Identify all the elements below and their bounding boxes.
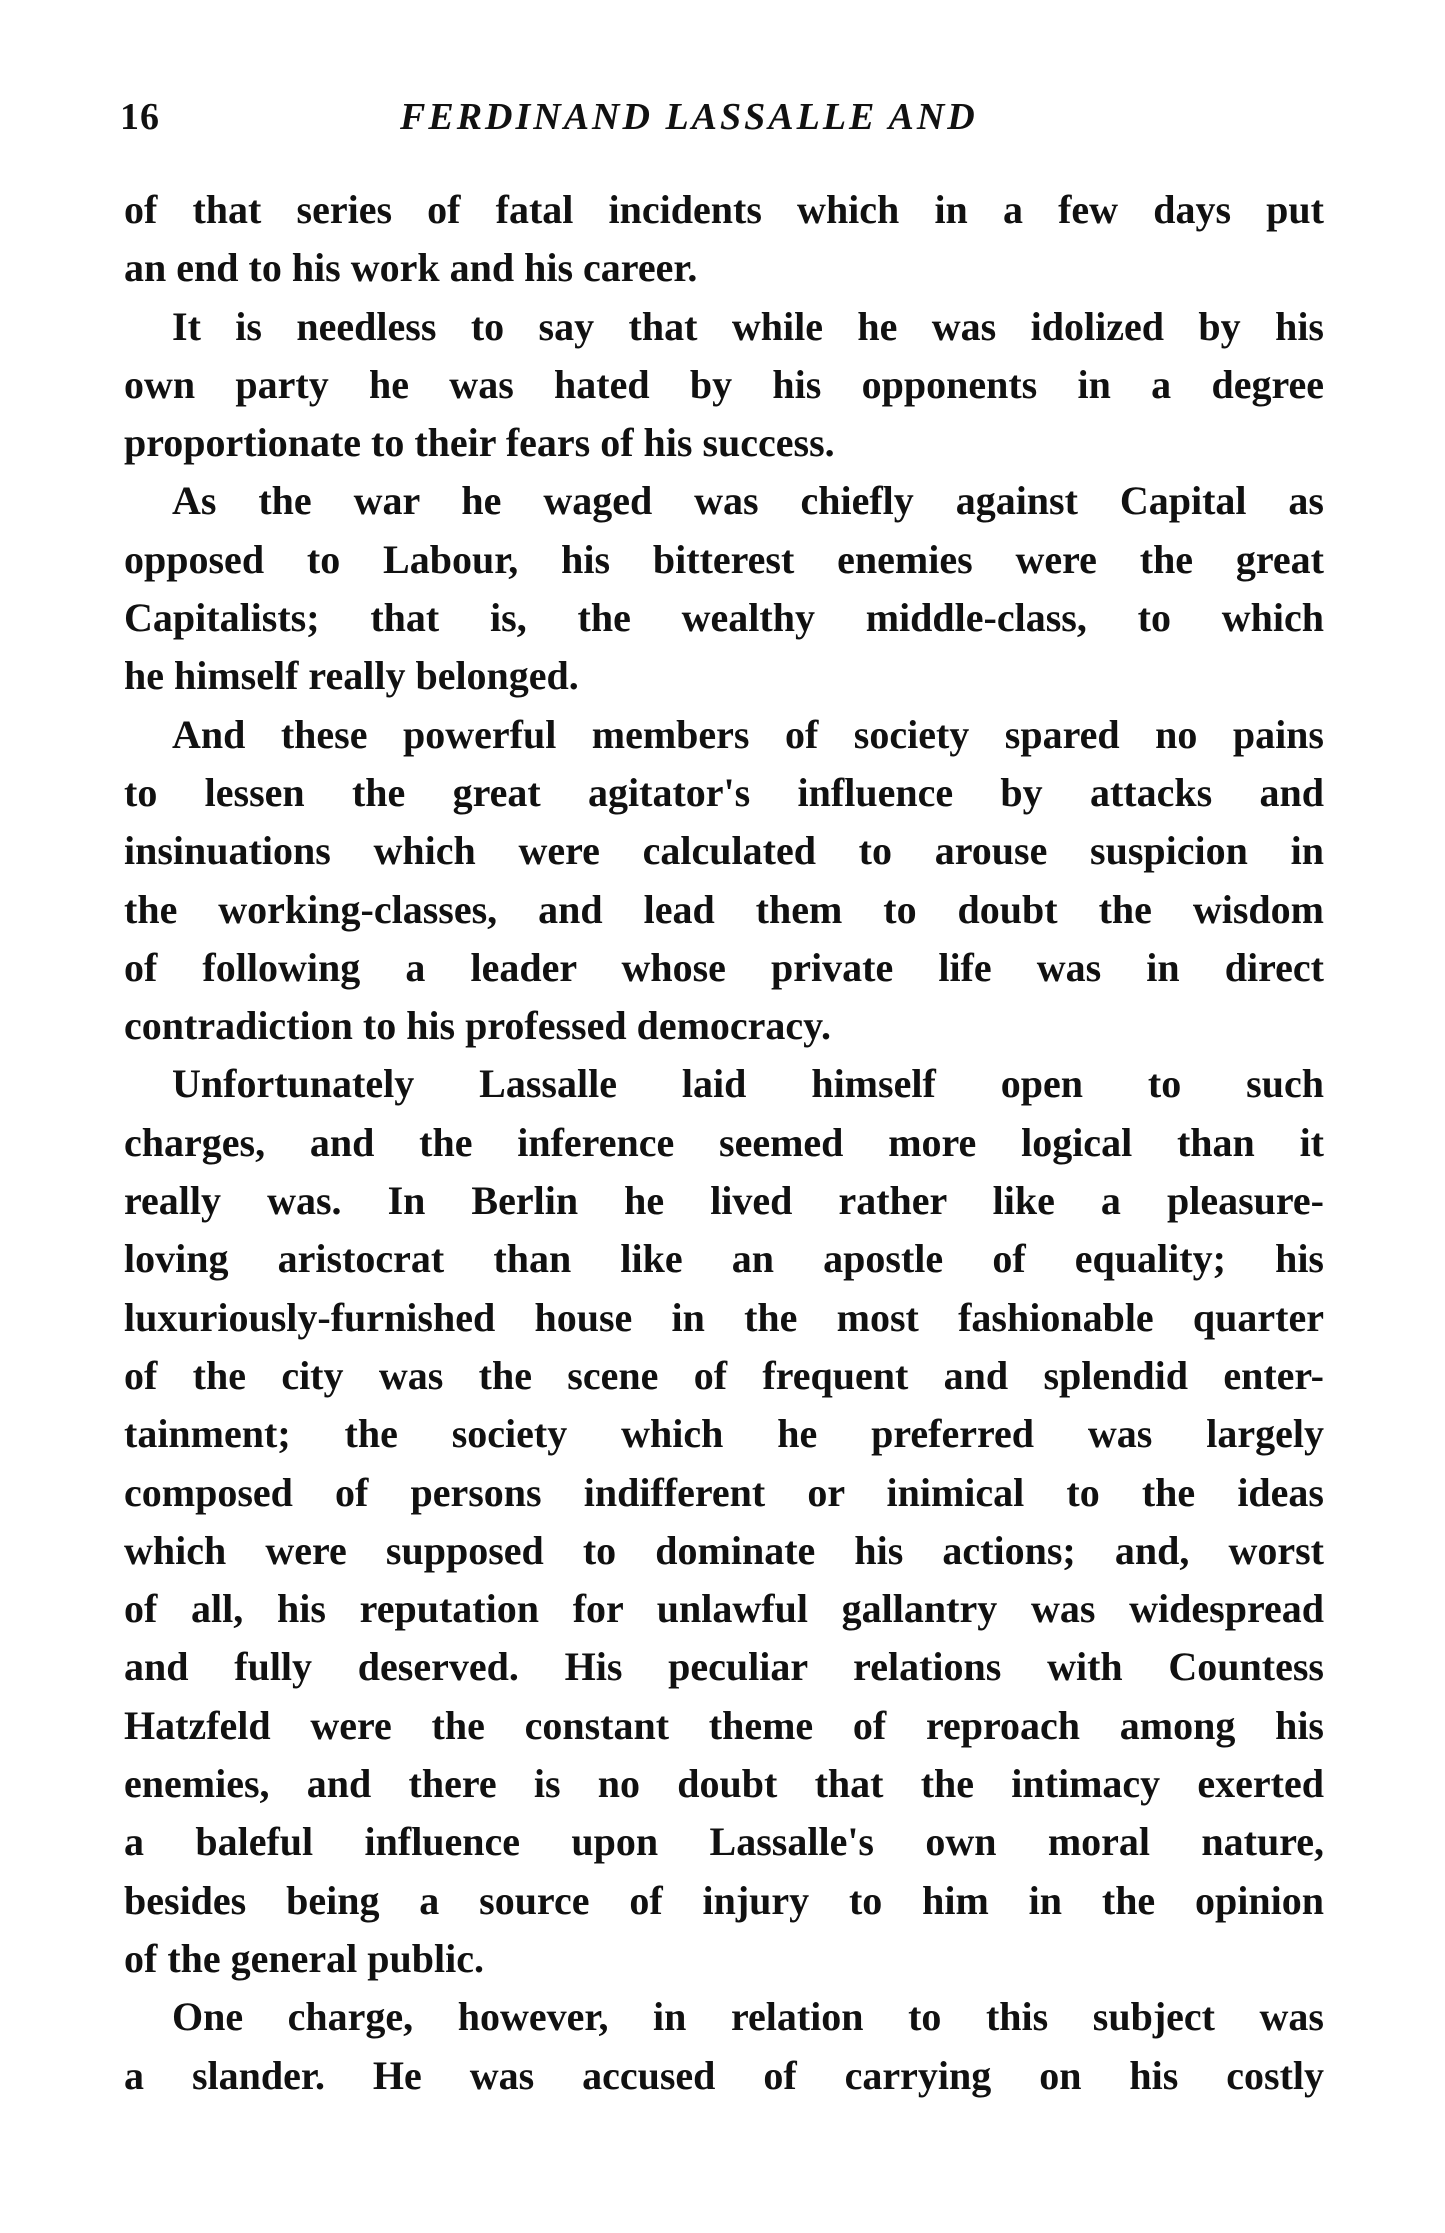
text-line: composed of persons indifferent or inimical to the ideas xyxy=(124,1469,1324,1515)
text-line: tainment; the society which he preferred was largely xyxy=(124,1411,1324,1457)
text-line: own party he was hated by his opponents in a degree xyxy=(124,361,1324,407)
text-line: It is needless to say that while he was idolized by his xyxy=(172,303,1324,349)
text-line: he himself really belonged. xyxy=(124,653,579,699)
text-line: besides being a source of injury to him in the opinion xyxy=(124,1877,1324,1923)
text-line: really was. In Berlin he lived rather like a pleasure- xyxy=(124,1178,1324,1224)
text-line: of all, his reputation for unlawful gallantry was widespread xyxy=(124,1586,1324,1632)
text-line: and fully deserved. His peculiar relations with Countess xyxy=(124,1644,1324,1690)
text-line: As the war he waged was chiefly against Capital as xyxy=(172,478,1324,524)
body-text xyxy=(124,181,1324,2105)
text-line: Capitalists; that is, the wealthy middle-class, to which xyxy=(124,595,1324,641)
text-line: contradiction to his professed democracy. xyxy=(124,1003,831,1049)
text-line: proportionate to their fears of his success. xyxy=(124,420,835,466)
text-line: of the general public. xyxy=(124,1935,484,1981)
text-line: Hatzfeld were the constant theme of reproach among his xyxy=(124,1702,1324,1748)
running-title: FERDINAND LASSALLE AND xyxy=(400,96,978,138)
text-line: the working-classes, and lead them to doubt the wisdom xyxy=(124,886,1324,932)
text-line: charges, and the inference seemed more logical than it xyxy=(124,1119,1324,1165)
text-line: One charge, however, in relation to this subject was xyxy=(172,1994,1324,2040)
text-line: an end to his work and his career. xyxy=(124,245,698,291)
text-line: insinuations which were calculated to arouse suspicion in xyxy=(124,828,1324,874)
text-line: Unfortunately Lassalle laid himself open to such xyxy=(172,1061,1324,1107)
page-number: 16 xyxy=(120,96,160,138)
text-line: a baleful influence upon Lassalle's own moral nature, xyxy=(124,1819,1324,1865)
text-line: loving aristocrat than like an apostle of equality; his xyxy=(124,1236,1324,1282)
text-line: opposed to Labour, his bitterest enemies were the great xyxy=(124,536,1324,582)
text-line: enemies, and there is no doubt that the intimacy exerted xyxy=(124,1761,1324,1807)
text-line: which were supposed to dominate his actions; and, worst xyxy=(124,1527,1324,1573)
text-line: to lessen the great agitator's influence by attacks and xyxy=(124,769,1324,815)
text-line: a slander. He was accused of carrying on his costly xyxy=(124,2052,1324,2098)
text-line: of the city was the scene of frequent and splendid enter- xyxy=(124,1352,1324,1398)
running-header xyxy=(120,92,1325,142)
text-line: of that series of fatal incidents which in a few days put xyxy=(124,187,1324,232)
text-line: And these powerful members of society spared no pains xyxy=(172,711,1324,757)
text-line: of following a leader whose private life was in direct xyxy=(124,944,1324,990)
text-line: luxuriously-furnished house in the most fashionable quarter xyxy=(124,1294,1324,1340)
